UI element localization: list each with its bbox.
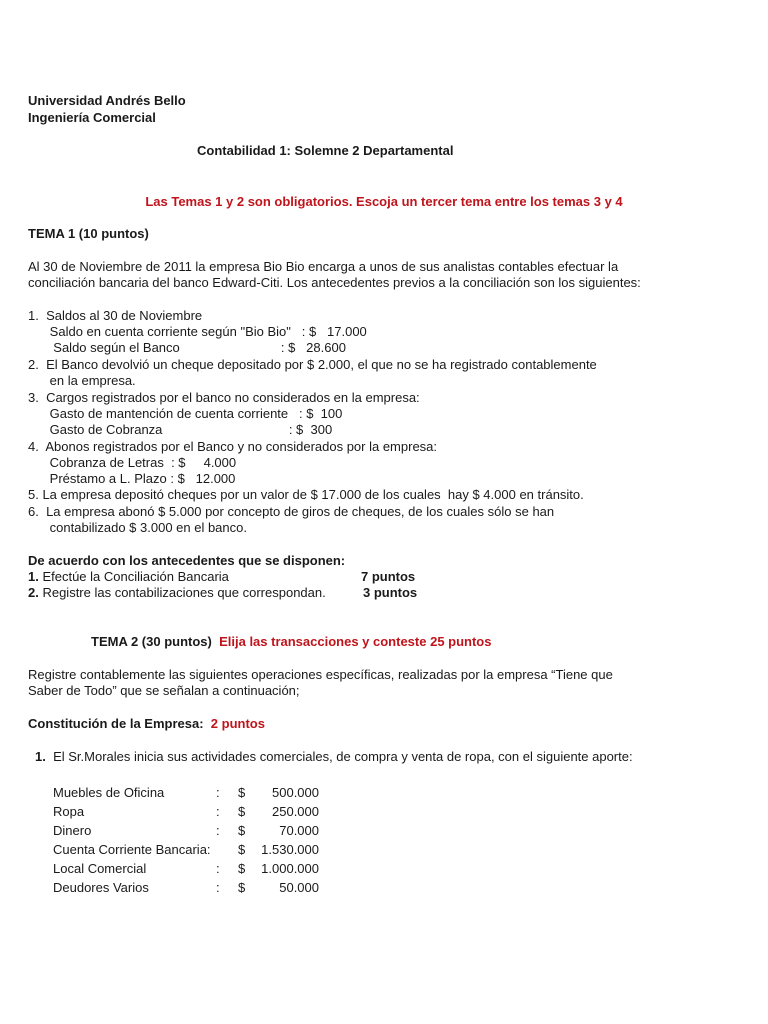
tema2-heading-note: Elija las transacciones y conteste 25 puntos [219,634,492,649]
item-number: 1. [35,749,46,764]
course-title: Contabilidad 1: Solemne 2 Departamental [197,143,454,158]
tema2-heading [91,634,491,650]
table-row [53,802,319,821]
tema2-item1 [35,749,633,765]
tema2-intro-line1: Registre contablemente las siguientes operaciones específicas, realizadas por la empresa “Tiene que [28,667,613,682]
asset-currency: $ [238,861,246,876]
asset-label: Muebles de Oficina [53,785,165,800]
table-row [53,859,319,878]
asset-amount: 1.530.000 [261,842,319,857]
constitution-heading-label: Constitución de la Empresa: [28,716,204,731]
tema1-questions-heading: De acuerdo con los antecedentes que se disponen: [28,553,346,568]
asset-currency: $ [238,823,246,838]
asset-label: Ropa [53,804,85,819]
tema1-item: 4. Abonos registrados por el Banco y no considerados por la empresa: [28,439,438,454]
tema1-item: Saldo en cuenta corriente según "Bio Bio" : $ 17.000 [28,324,367,339]
tema1-question [28,569,229,585]
constitution-points: 2 puntos [210,716,265,731]
exam-instructions: Las Temas 1 y 2 son obligatorios. Escoja un tercer tema entre los temas 3 y 4 [145,194,623,209]
asset-label: Cuenta Corriente Bancaria: [53,842,211,857]
tema1-item: 1. Saldos al 30 de Noviembre [28,308,203,323]
asset-colon [216,840,238,859]
question-points: 7 puntos [361,569,416,584]
question-text: Registre las contabilizaciones que correspondan. [38,585,326,600]
table-row [53,783,319,802]
asset-amount: 50.000 [279,880,319,895]
university-name: Universidad Andrés Bello [28,93,186,108]
tema1-item: Saldo según el Banco : $ 28.600 [28,340,346,355]
tema2-intro-line2: Saber de Todo” que se señalan a continuación; [28,683,300,698]
table-row [53,840,319,859]
tema1-item: Cobranza de Letras : $ 4.000 [28,455,237,470]
tema1-item: 3. Cargos registrados por el banco no considerados en la empresa: [28,390,420,405]
asset-currency: $ [238,785,246,800]
asset-currency: $ [238,842,246,857]
tema1-question [28,585,326,601]
question-number: 1. [28,569,39,584]
asset-colon: : [216,861,220,876]
question-number: 2. [28,585,39,600]
tema1-item: Préstamo a L. Plazo : $ 12.000 [28,471,236,486]
asset-label: Deudores Varios [53,880,149,895]
asset-label: Dinero [53,823,92,838]
table-row [53,821,319,840]
asset-colon: : [216,785,220,800]
tema1-item: 6. La empresa abonó $ 5.000 por concepto de giros de cheques, de los cuales sólo se han [28,504,555,519]
tema1-intro-line1: Al 30 de Noviembre de 2011 la empresa Bio Bio encarga a unos de sus analistas contables efectuar la [28,259,619,274]
tema1-item: en la empresa. [28,373,136,388]
tema1-heading: TEMA 1 (10 puntos) [28,226,149,241]
asset-amount: 1.000.000 [261,861,319,876]
tema1-item: Gasto de Cobranza : $ 300 [28,422,333,437]
tema1-item: contabilizado $ 3.000 en el banco. [28,520,247,535]
program-name: Ingeniería Comercial [28,110,156,125]
asset-currency: $ [238,804,246,819]
tema1-item: 5. La empresa depositó cheques por un valor de $ 17.000 de los cuales hay $ 4.000 en tránsito. [28,487,584,502]
asset-colon: : [216,880,220,895]
asset-colon: : [216,804,220,819]
tema1-item: Gasto de mantención de cuenta corriente : $ 100 [28,406,343,421]
tema1-intro-line2: conciliación bancaria del banco Edward-Citi. Los antecedentes previos a la conciliación son los siguientes: [28,275,641,290]
asset-label: Local Comercial [53,861,147,876]
question-text: Efectúe la Conciliación Bancaria [38,569,229,584]
question-points: 3 puntos [363,585,418,600]
asset-amount: 70.000 [279,823,319,838]
asset-amount: 500.000 [272,785,319,800]
asset-amount: 250.000 [272,804,319,819]
constitution-heading [28,716,265,732]
assets-table [53,783,319,897]
tema1-item: 2. El Banco devolvió un cheque depositado por $ 2.000, el que no se ha registrado contablemente [28,357,597,372]
item-text: El Sr.Morales inicia sus actividades comerciales, de compra y venta de ropa, con el siguiente aporte: [53,749,633,764]
asset-colon: : [216,823,220,838]
table-row [53,878,319,897]
tema2-heading-main: TEMA 2 (30 puntos) [91,634,212,649]
asset-currency: $ [238,880,246,895]
